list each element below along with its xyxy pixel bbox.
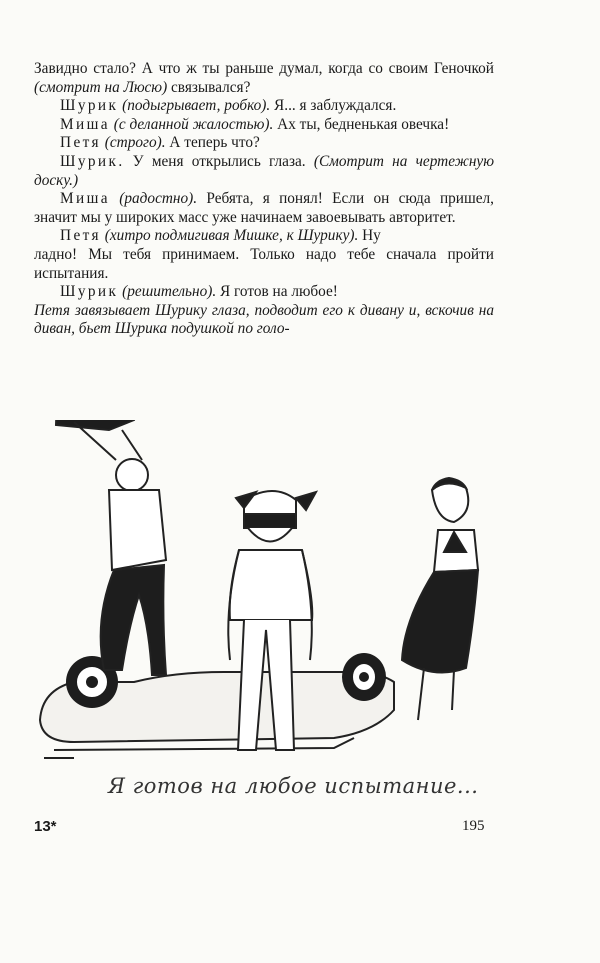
illustration-caption: Я готов на любое испытание...: [108, 774, 479, 798]
stage-direction: (Смотрит на чертежную доску.): [34, 152, 494, 189]
line-1: [34, 60, 494, 97]
stage-direction: (строго).: [100, 134, 166, 152]
line-8: [34, 283, 494, 302]
page-number: 195: [462, 818, 485, 834]
line-6: [34, 190, 494, 227]
line-3: [34, 116, 494, 135]
girl-figure: [402, 478, 478, 720]
line-5-text: У меня открылись глаза.: [124, 152, 314, 170]
stage-direction: (хитро подмигивая Мишке, к Шурику).: [100, 227, 359, 245]
sofa-bolster-right: [342, 653, 386, 701]
line-5: [34, 153, 494, 190]
line-6-text: Ребята, я понял! Если он сюда пришел, значит мы у широких масс уже начинаем завоевывать авторитет.: [34, 190, 494, 226]
speaker-petya: Петя: [60, 227, 101, 245]
line-1-end: связывался?: [167, 78, 251, 96]
line-7-cont: [34, 246, 494, 283]
speaker-shurik: Шурик: [60, 97, 119, 115]
stage-direction: (решительно).: [118, 283, 217, 301]
boy-with-pillow: [56, 420, 166, 675]
stage-direction: (радостно).: [109, 190, 198, 208]
illustration-pillow-game: [34, 420, 504, 780]
line-7: [34, 227, 494, 246]
speaker-misha: Миша: [60, 190, 110, 208]
line-9: [34, 302, 494, 339]
line-3-text: Ах ты, бедненькая овечка!: [273, 115, 450, 133]
speaker-misha: Миша: [60, 115, 110, 133]
speaker-shurik: Шурик.: [60, 152, 125, 170]
dialogue-text: [34, 60, 494, 339]
line-8-text: Я готов на любое!: [216, 283, 338, 301]
speaker-shurik: Шурик: [60, 283, 119, 301]
line-4: [34, 134, 494, 153]
stage-direction: (смотрит на Люсю): [34, 78, 168, 96]
line-2: [34, 97, 494, 116]
line-4-text: А теперь что?: [165, 134, 260, 152]
line-2-text: Я... я заблуждался.: [270, 97, 397, 115]
stage-direction: (подыгрывает, робко).: [118, 97, 271, 115]
speaker-petya: Петя: [60, 134, 101, 152]
stage-direction-long: Петя завязывает Шурику глаза, подводит его к дивану и, вскочив на диван, бьет Шурика подушкой по голо-: [34, 301, 494, 338]
line-7-continuation: ладно! Мы тебя принимаем. Только надо тебе сначала пройти испытания.: [34, 245, 494, 282]
line-1-text: Завидно стало? А что ж ты раньше думал, когда со своим Геночкой: [34, 60, 494, 77]
stage-direction: (с деланной жалостью).: [109, 115, 274, 133]
line-7-text: Ну: [358, 227, 381, 245]
pillow-drawing: [56, 420, 134, 430]
signature-mark: 13*: [34, 818, 57, 835]
